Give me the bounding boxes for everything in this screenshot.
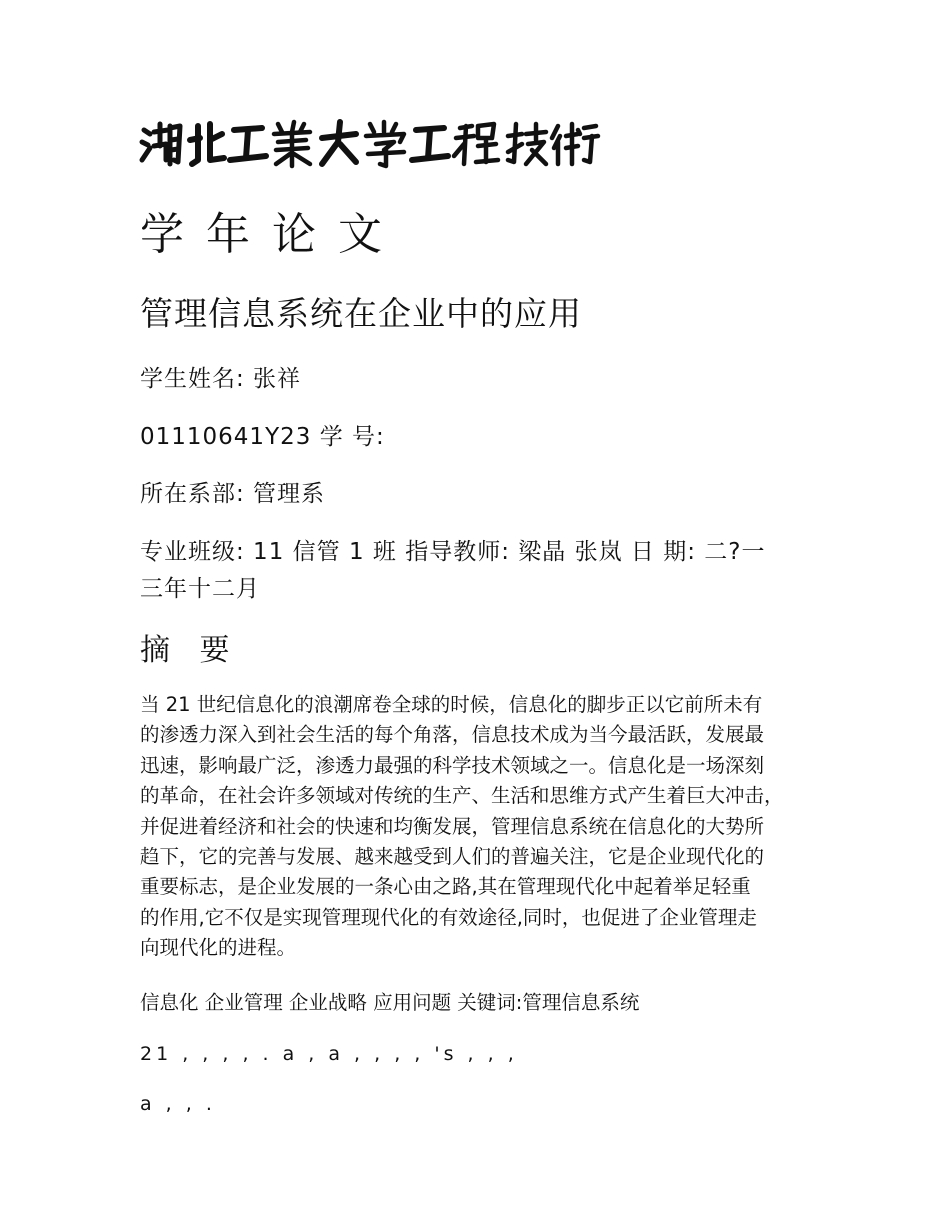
student-name-line: 学生姓名: 张祥 (140, 366, 302, 392)
abstract-line: 向现代化的进程。 (140, 936, 297, 960)
abstract-line: 当 21 世纪信息化的浪潮席卷全球的时候，信息化的脚步正以它前所未有 (140, 693, 763, 716)
english-abstract-line-1: 21 , , , , . a , a , , , , 's , , , (140, 1043, 518, 1065)
thesis-title: 管理信息系统在企业中的应用 (140, 294, 582, 333)
abstract-line: 并促进着经济和社会的快速和均衡发展，管理信息系统在信息化的大势所 (140, 814, 765, 838)
abstract-line: 迅速，影响最广泛，渗透力最强的科学技术领域之一。信息化是一场深刻 (140, 753, 765, 777)
calligraphy-logo-icon (138, 116, 608, 172)
university-logo (138, 116, 608, 172)
abstract-line: 的革命，在社会许多领域对传统的生产、生活和思维方式产生着巨大冲击， (140, 784, 784, 808)
abstract-line: 趋下，它的完善与发展、越来越受到人们的普遍关注，它是企业现代化的 (140, 845, 765, 869)
keywords-line: 信息化 企业管理 企业战略 应用问题 关键词:管理信息系统 (140, 991, 640, 1014)
abstract-paragraph (140, 690, 784, 964)
document-type-title: 学年论文 (140, 209, 404, 260)
english-abstract-line-2: a , , . (140, 1093, 216, 1115)
date-continuation-line: 三年十二月 (140, 576, 260, 602)
abstract-heading: 摘 要 (140, 633, 240, 668)
abstract-line: 的作用,它不仅是实现管理现代化的有效途径,同时，也促进了企业管理走 (140, 905, 757, 929)
student-id-line: 01110641Y23 学 号: (140, 424, 385, 450)
abstract-line: 重要标志，是企业发展的一条心由之路,其在管理现代化中起着举足轻重 (140, 875, 751, 899)
department-line: 所在系部: 管理系 (140, 481, 326, 507)
abstract-line: 的渗透力深入到社会生活的每个角落，信息技术成为当今最活跃，发展最 (140, 723, 765, 747)
class-advisor-date-line: 专业班级: 11 信管 1 班 指导教师: 梁晶 张岚 日 期: 二?一 (140, 539, 766, 565)
